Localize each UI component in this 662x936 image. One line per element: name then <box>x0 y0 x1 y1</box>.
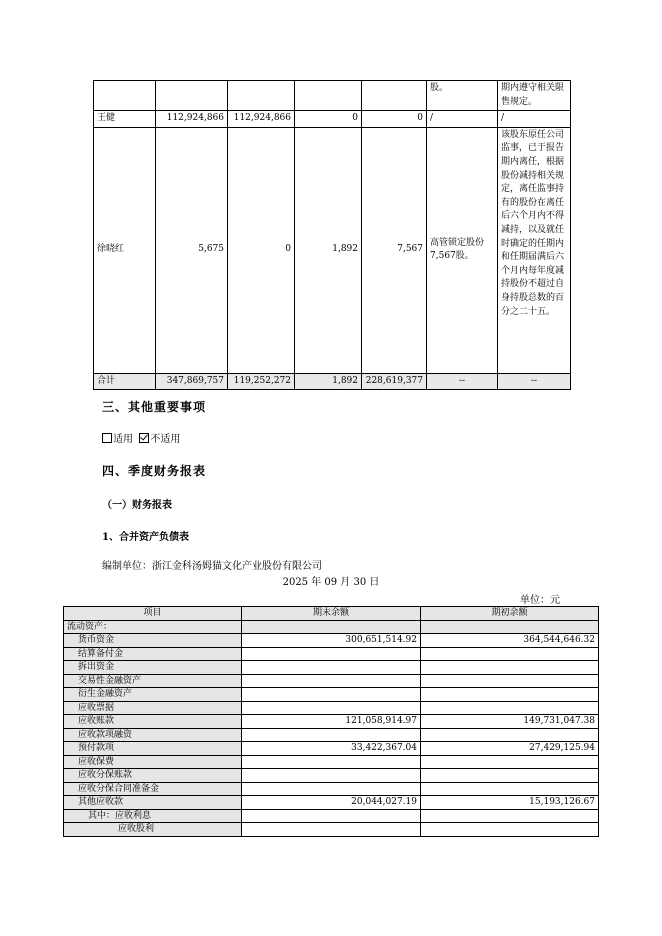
not-applicable-checkbox[interactable] <box>139 433 149 443</box>
table-row <box>64 701 599 715</box>
line-item-label: 应收保费 <box>64 755 242 769</box>
added-restricted-shares: 0 <box>295 111 362 128</box>
period-end-balance <box>242 674 421 688</box>
period-begin-balance <box>421 688 599 702</box>
closing-restricted-shares: 228,619,377 <box>362 373 427 390</box>
period-end-balance <box>242 701 421 715</box>
applicability-options <box>102 430 180 445</box>
restriction-reason: / <box>427 111 498 128</box>
released-shares: 119,252,272 <box>228 373 295 390</box>
shareholder-row <box>94 111 571 128</box>
table-row <box>64 661 599 675</box>
opening-restricted-shares: 5,675 <box>156 127 228 373</box>
shareholder-restricted-shares-table <box>93 80 571 390</box>
release-date-remark: / <box>498 111 571 128</box>
table-row <box>64 823 599 837</box>
column-header: 期初余额 <box>421 607 599 621</box>
release-date-remark: 该股东原任公司监事，已于报告期内离任，根据股份减持相关规定，离任监事持有的股份在离任后六个月内不得减持，以及就任时确定的任期内和任期届满后六个月内每年度减持股份不超过自身持股总数的百分之二十五。 <box>498 127 571 373</box>
currency-unit: 单位：元 <box>520 595 560 606</box>
period-begin-balance: 27,429,125.94 <box>421 742 599 756</box>
table-row <box>64 728 599 742</box>
line-item-label: 应收款项融资 <box>64 728 242 742</box>
line-item-label: 结算备付金 <box>64 647 242 661</box>
period-begin-balance <box>421 755 599 769</box>
shareholder-row <box>94 81 571 111</box>
period-end-balance <box>242 755 421 769</box>
period-begin-balance: 364,544,646.32 <box>421 634 599 648</box>
table-row <box>64 809 599 823</box>
period-end-balance <box>242 661 421 675</box>
closing-restricted-shares: 7,567 <box>362 127 427 373</box>
period-begin-balance <box>421 620 599 634</box>
table-row <box>64 647 599 661</box>
period-end-balance: 20,044,027.19 <box>242 796 421 810</box>
table-row <box>64 742 599 756</box>
period-end-balance: 33,422,367.04 <box>242 742 421 756</box>
period-end-balance <box>242 809 421 823</box>
table-row <box>64 769 599 783</box>
line-item-label: 应收分保合同准备金 <box>64 782 242 796</box>
period-begin-balance <box>421 782 599 796</box>
applicable-checkbox[interactable] <box>102 433 112 443</box>
column-header: 期末余额 <box>242 607 421 621</box>
added-restricted-shares: 1,892 <box>295 127 362 373</box>
shareholder-name: 王健 <box>94 111 156 128</box>
released-shares <box>228 81 295 111</box>
table-row <box>64 715 599 729</box>
period-begin-balance: 15,193,126.67 <box>421 796 599 810</box>
period-begin-balance <box>421 674 599 688</box>
release-date-remark: 期内遵守相关限售规定。 <box>498 81 571 111</box>
financial-statements-subtitle: （一）财务报表 <box>102 500 172 511</box>
opening-restricted-shares: 347,869,757 <box>156 373 228 390</box>
line-item-label: 货币资金 <box>64 634 242 648</box>
balance-sheet-subtitle: 1、合并资产负债表 <box>102 532 189 543</box>
not-applicable-label: 不适用 <box>150 434 181 445</box>
period-end-balance <box>242 782 421 796</box>
closing-restricted-shares: 0 <box>362 111 427 128</box>
line-item-label: 拆出资金 <box>64 661 242 675</box>
line-item-label: 流动资产： <box>64 620 242 634</box>
opening-restricted-shares: 112,924,866 <box>156 111 228 128</box>
period-begin-balance <box>421 661 599 675</box>
period-begin-balance <box>421 728 599 742</box>
period-begin-balance: 149,731,047.38 <box>421 715 599 729</box>
added-restricted-shares <box>295 81 362 111</box>
compiler-unit: 编制单位：浙江金科汤姆猫文化产业股份有限公司 <box>102 561 322 572</box>
report-date: 2025 年 09 月 30 日 <box>282 577 380 588</box>
line-item-label: 衍生金融资产 <box>64 688 242 702</box>
period-end-balance <box>242 769 421 783</box>
period-begin-balance <box>421 647 599 661</box>
line-item-label: 应收分保账款 <box>64 769 242 783</box>
shareholder-name <box>94 81 156 111</box>
line-item-label: 应收账款 <box>64 715 242 729</box>
applicable-label: 适用 <box>113 434 133 445</box>
restriction-reason: -- <box>427 373 498 390</box>
period-end-balance: 121,058,914.97 <box>242 715 421 729</box>
section-4-title: 四、季度财务报表 <box>102 464 207 478</box>
line-item-label: 应收票据 <box>64 701 242 715</box>
released-shares: 0 <box>228 127 295 373</box>
table-row <box>64 755 599 769</box>
period-begin-balance <box>421 809 599 823</box>
opening-restricted-shares <box>156 81 228 111</box>
period-end-balance <box>242 688 421 702</box>
period-begin-balance <box>421 823 599 837</box>
period-begin-balance <box>421 769 599 783</box>
added-restricted-shares: 1,892 <box>295 373 362 390</box>
period-end-balance: 300,651,514.92 <box>242 634 421 648</box>
period-end-balance <box>242 728 421 742</box>
shareholder-name: 合计 <box>94 373 156 390</box>
table-row <box>64 674 599 688</box>
period-end-balance <box>242 620 421 634</box>
restriction-reason: 高管锁定股份7,567股。 <box>427 127 498 373</box>
table-row <box>64 634 599 648</box>
line-item-label: 其他应收款 <box>64 796 242 810</box>
table-row <box>64 620 599 634</box>
consolidated-balance-sheet-table <box>63 606 599 837</box>
shareholder-row <box>94 373 571 390</box>
line-item-label: 交易性金融资产 <box>64 674 242 688</box>
section-3-title: 三、其他重要事项 <box>102 400 207 414</box>
table-row <box>64 688 599 702</box>
period-end-balance <box>242 823 421 837</box>
table-header-row <box>64 607 599 621</box>
table-row <box>64 782 599 796</box>
table-row <box>64 796 599 810</box>
line-item-label: 其中：应收利息 <box>64 809 242 823</box>
column-header: 项目 <box>64 607 242 621</box>
release-date-remark: -- <box>498 373 571 390</box>
released-shares: 112,924,866 <box>228 111 295 128</box>
shareholder-name: 徐晓红 <box>94 127 156 373</box>
shareholder-row <box>94 127 571 373</box>
restriction-reason: 股。 <box>427 81 498 111</box>
line-item-label: 预付款项 <box>64 742 242 756</box>
period-end-balance <box>242 647 421 661</box>
line-item-label: 应收股利 <box>64 823 242 837</box>
period-begin-balance <box>421 701 599 715</box>
closing-restricted-shares <box>362 81 427 111</box>
